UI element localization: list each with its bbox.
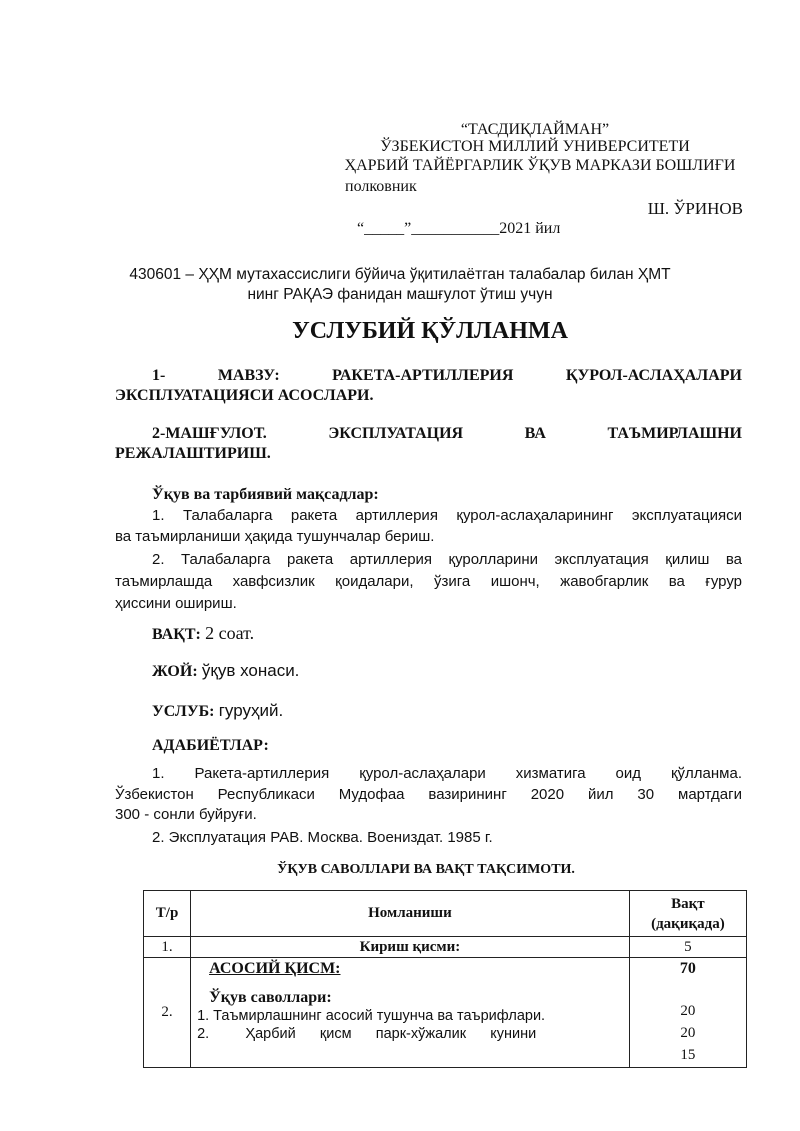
row2-question-1: 1. Таъмирлашнинг асосий тушунча ва таърифлари. — [197, 1008, 546, 1024]
row2-time-2: 20 — [680, 1025, 696, 1041]
goal-1-line-2: ва таъмирланиши ҳақида тушунчалар бериш. — [115, 528, 435, 545]
literature-2: 2. Эксплуатация РАВ. Москва. Воениздат. 1985 г. — [152, 829, 493, 846]
table-row — [144, 937, 747, 958]
row2-question-2: 2. Ҳарбий қисм парк-хўжалик кунини — [197, 1026, 537, 1042]
table-caption: ЎҚУВ САВОЛЛАРИ ВА ВАҚТ ТАҚСИМОТИ. — [277, 862, 575, 877]
time-row — [152, 623, 254, 644]
method-label: УСЛУБ: — [152, 703, 215, 720]
row2-num: 2. — [144, 958, 191, 1068]
row1-num: 1. — [144, 937, 191, 958]
row2-heading-time: 70 — [679, 960, 696, 977]
row2-time-1: 20 — [680, 1003, 696, 1019]
literature-heading: АДАБИЁТЛАР: — [152, 737, 269, 754]
place-value: ўқув хонаси. — [201, 661, 300, 680]
time-label: ВАҚТ: — [152, 626, 201, 643]
approval-stamp: “ТАСДИҚЛАЙМАН” — [460, 121, 610, 138]
approval-center: ҲАРБИЙ ТАЙЁРГАРЛИК ЎҚУВ МАРКАЗИ БОШЛИҒИ — [344, 157, 736, 174]
header-name: Номланиши — [191, 891, 630, 937]
row2-heading: АСОСИЙ ҚИСМ: — [209, 960, 341, 977]
goal-2-line-3: ҳиссини ошириш. — [115, 595, 237, 612]
approval-date: “_____”___________2021 йил — [357, 220, 561, 237]
lesson-line-1: 2-МАШҒУЛОТ. ЭКСПЛУАТАЦИЯ ВА ТАЪМИРЛАШНИ — [152, 425, 742, 442]
row1-name: Кириш қисми: — [191, 937, 630, 958]
intro-line-1: 430601 – ҲҲМ мутахассислиги бўйича ўқитилаётган талабалар билан ҲМТ — [129, 266, 671, 283]
table-header-row — [144, 891, 747, 937]
goal-1-line-1: 1. Талабаларга ракета артиллерия қурол-аслаҳаларининг эксплуатацияси — [152, 507, 742, 524]
goal-2-line-1: 2. Талабаларга ракета артиллерия қуролларини эксплуатация қилиш ва — [152, 551, 742, 568]
literature-1-line-3: 300 - сонли буйруғи. — [115, 806, 257, 823]
approval-university: ЎЗБЕКИСТОН МИЛЛИЙ УНИВЕРСИТЕТИ — [380, 138, 690, 155]
goals-heading: Ўқув ва тарбиявий мақсадлар: — [152, 486, 379, 503]
intro-line-2: нинг РАҚАЭ фанидан машғулот ўтиш учун — [247, 286, 553, 303]
header-num: Т/р — [144, 891, 191, 937]
row2-time-3: 15 — [680, 1047, 696, 1063]
row2-times — [629, 958, 746, 1068]
schedule-table — [143, 890, 747, 1068]
header-time — [629, 891, 746, 937]
lesson-line-2: РЕЖАЛАШТИРИШ. — [115, 445, 271, 462]
row2-subheading: Ўқув саволлари: — [209, 989, 332, 1006]
row2-content — [191, 958, 630, 1068]
page-title: УСЛУБИЙ ҚЎЛЛАНМА — [292, 318, 568, 344]
place-label: ЖОЙ: — [152, 663, 198, 680]
approval-name: Ш. ЎРИНОВ — [647, 199, 743, 218]
literature-1-line-1: 1. Ракета-артиллерия қурол-аслаҳалари хизматига оид қўлланма. — [152, 765, 742, 782]
goal-2-line-2: таъмирлашда хавфсизлик қоидалари, ўзига ишонч, жавобгарлик ва ғурур — [115, 573, 742, 590]
method-row — [152, 701, 283, 721]
topic-line-2: ЭКСПЛУАТАЦИЯСИ АСОСЛАРИ. — [115, 387, 374, 404]
place-row — [152, 661, 299, 681]
approval-rank: полковник — [345, 178, 417, 195]
row1-time: 5 — [629, 937, 746, 958]
time-value: 2 соат. — [205, 623, 255, 643]
topic-line-1: 1- МАВЗУ: РАКЕТА-АРТИЛЛЕРИЯ ҚУРОЛ-АСЛАҲАЛАРИ — [152, 367, 742, 384]
table-row — [144, 958, 747, 1068]
header-time-line-1: Вақт — [671, 895, 705, 912]
header-time-line-2: (дақиқада) — [651, 915, 725, 932]
literature-1-line-2: Ўзбекистон Республикаси Мудофаа вазирининг 2020 йил 30 мартдаги — [115, 786, 742, 803]
method-value: гуруҳий. — [218, 701, 284, 720]
